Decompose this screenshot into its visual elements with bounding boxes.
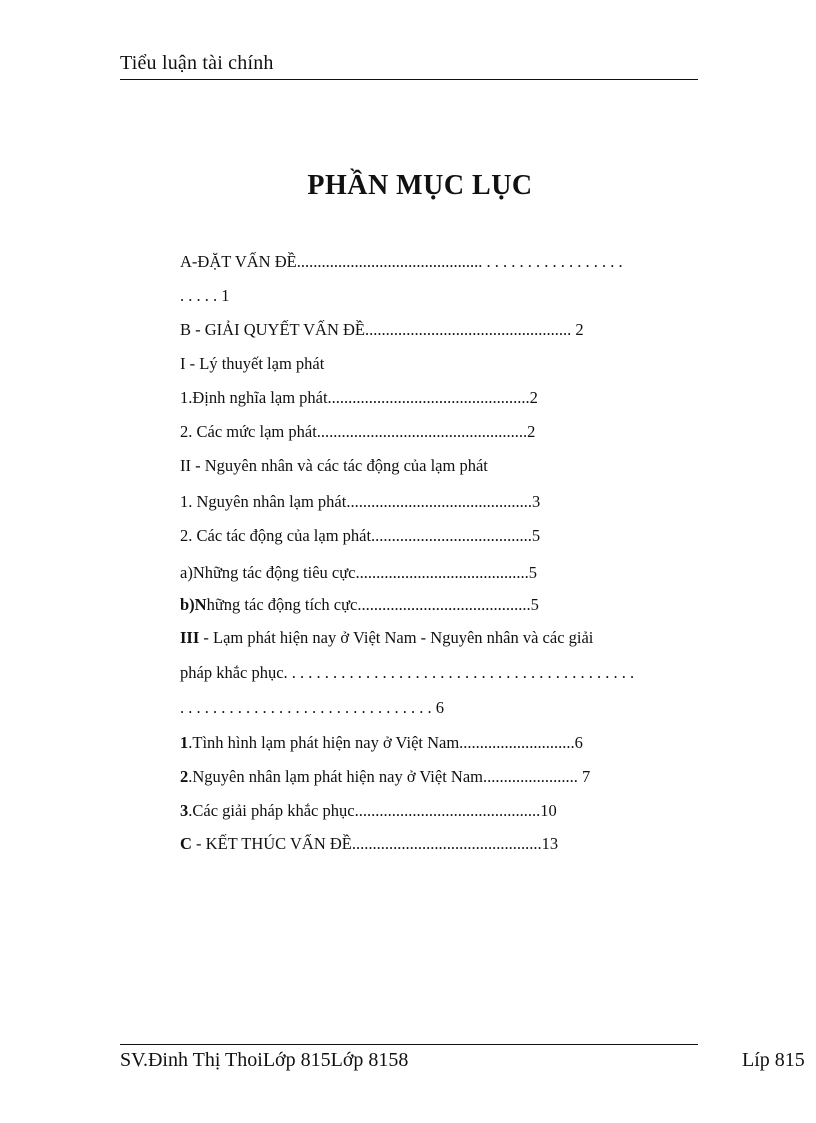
page-title: PHẦN MỤC LỤC — [307, 170, 533, 201]
toc-entry-tinh-hinh — [180, 733, 583, 753]
toc-entry-dat-van-de: A-ĐẶT VẤN ĐỀ............................................. . . . . . . . . . . . . . . . . . — [180, 252, 623, 271]
toc-entry-viet-nam — [180, 628, 593, 648]
toc-entry-bold-prefix: C — [180, 834, 192, 853]
toc-entry-label: - Lạm phát hiện nay ở Việt Nam - Nguyên nhân và các giải — [199, 628, 594, 647]
toc-entry-bold-prefix: b)N — [180, 595, 207, 614]
toc-entry-giai-phap-page: . . . . . . . . . . . . . . . . . . . . . . . . . . . . . . . 6 — [180, 698, 444, 717]
toc-entry-cac-muc: 2. Các mức lạm phát...................................................2 — [180, 422, 536, 441]
toc-entry-nguyen-nhan: 1. Nguyên nhân lạm phát.............................................3 — [180, 492, 541, 511]
toc-entry-tich-cuc — [180, 595, 539, 615]
toc-entry-giai-phap-cont: pháp khắc phục. . . . . . . . . . . . . . . . . . . . . . . . . . . . . . . . . . . . . . . . . . . — [180, 663, 635, 682]
toc-entry-ket-thuc — [180, 834, 558, 854]
toc-entry-label: .Nguyên nhân lạm phát hiện nay ở Việt Nam....................... 7 — [188, 767, 591, 786]
footer-class: Líp 815 — [742, 1049, 805, 1071]
toc-entry-bold-prefix: 2 — [180, 767, 189, 786]
toc-entry-ly-thuyet: I - Lý thuyết lạm phát — [180, 354, 325, 373]
toc-entry-bold-prefix: III — [180, 628, 200, 647]
toc-entry-bold-prefix: 3 — [180, 801, 189, 820]
toc-entry-tieu-cuc: a)Những tác động tiêu cực..........................................5 — [180, 563, 537, 582]
toc-entry-label: - KẾT THÚC VẤN ĐỀ..............................................13 — [191, 834, 559, 853]
header-divider — [120, 79, 698, 80]
toc-entry-nguyen-nhan-vn — [180, 767, 590, 787]
toc-entry-dat-van-de-page: . . . . . 1 — [180, 286, 230, 305]
footer-author: SV.Đinh Thị ThoiLớp 815Lớp 8158 — [120, 1049, 409, 1071]
footer-divider — [120, 1044, 698, 1045]
toc-entry-cac-tac-dong: 2. Các tác động của lạm phát.......................................5 — [180, 526, 541, 545]
toc-entry-giai-quyet: B - GIẢI QUYẾT VẤN ĐỀ.................................................. 2 — [180, 320, 584, 339]
toc-entry-nguyen-nhan-tac-dong: II - Nguyên nhân và các tác động của lạm phát — [180, 456, 488, 475]
toc-entry-label: .Tình hình lạm phát hiện nay ở Việt Nam............................6 — [188, 733, 583, 752]
toc-entry-bold-prefix: 1 — [180, 733, 189, 752]
toc-entry-label: hững tác động tích cực..........................................5 — [206, 595, 539, 614]
running-header: Tiểu luận tài chính — [120, 52, 274, 74]
toc-entry-label: .Các giải pháp khắc phục.............................................10 — [188, 801, 557, 820]
toc-entry-khac-phuc — [180, 801, 557, 821]
toc-entry-dinh-nghia: 1.Định nghĩa lạm phát.................................................2 — [180, 388, 538, 407]
